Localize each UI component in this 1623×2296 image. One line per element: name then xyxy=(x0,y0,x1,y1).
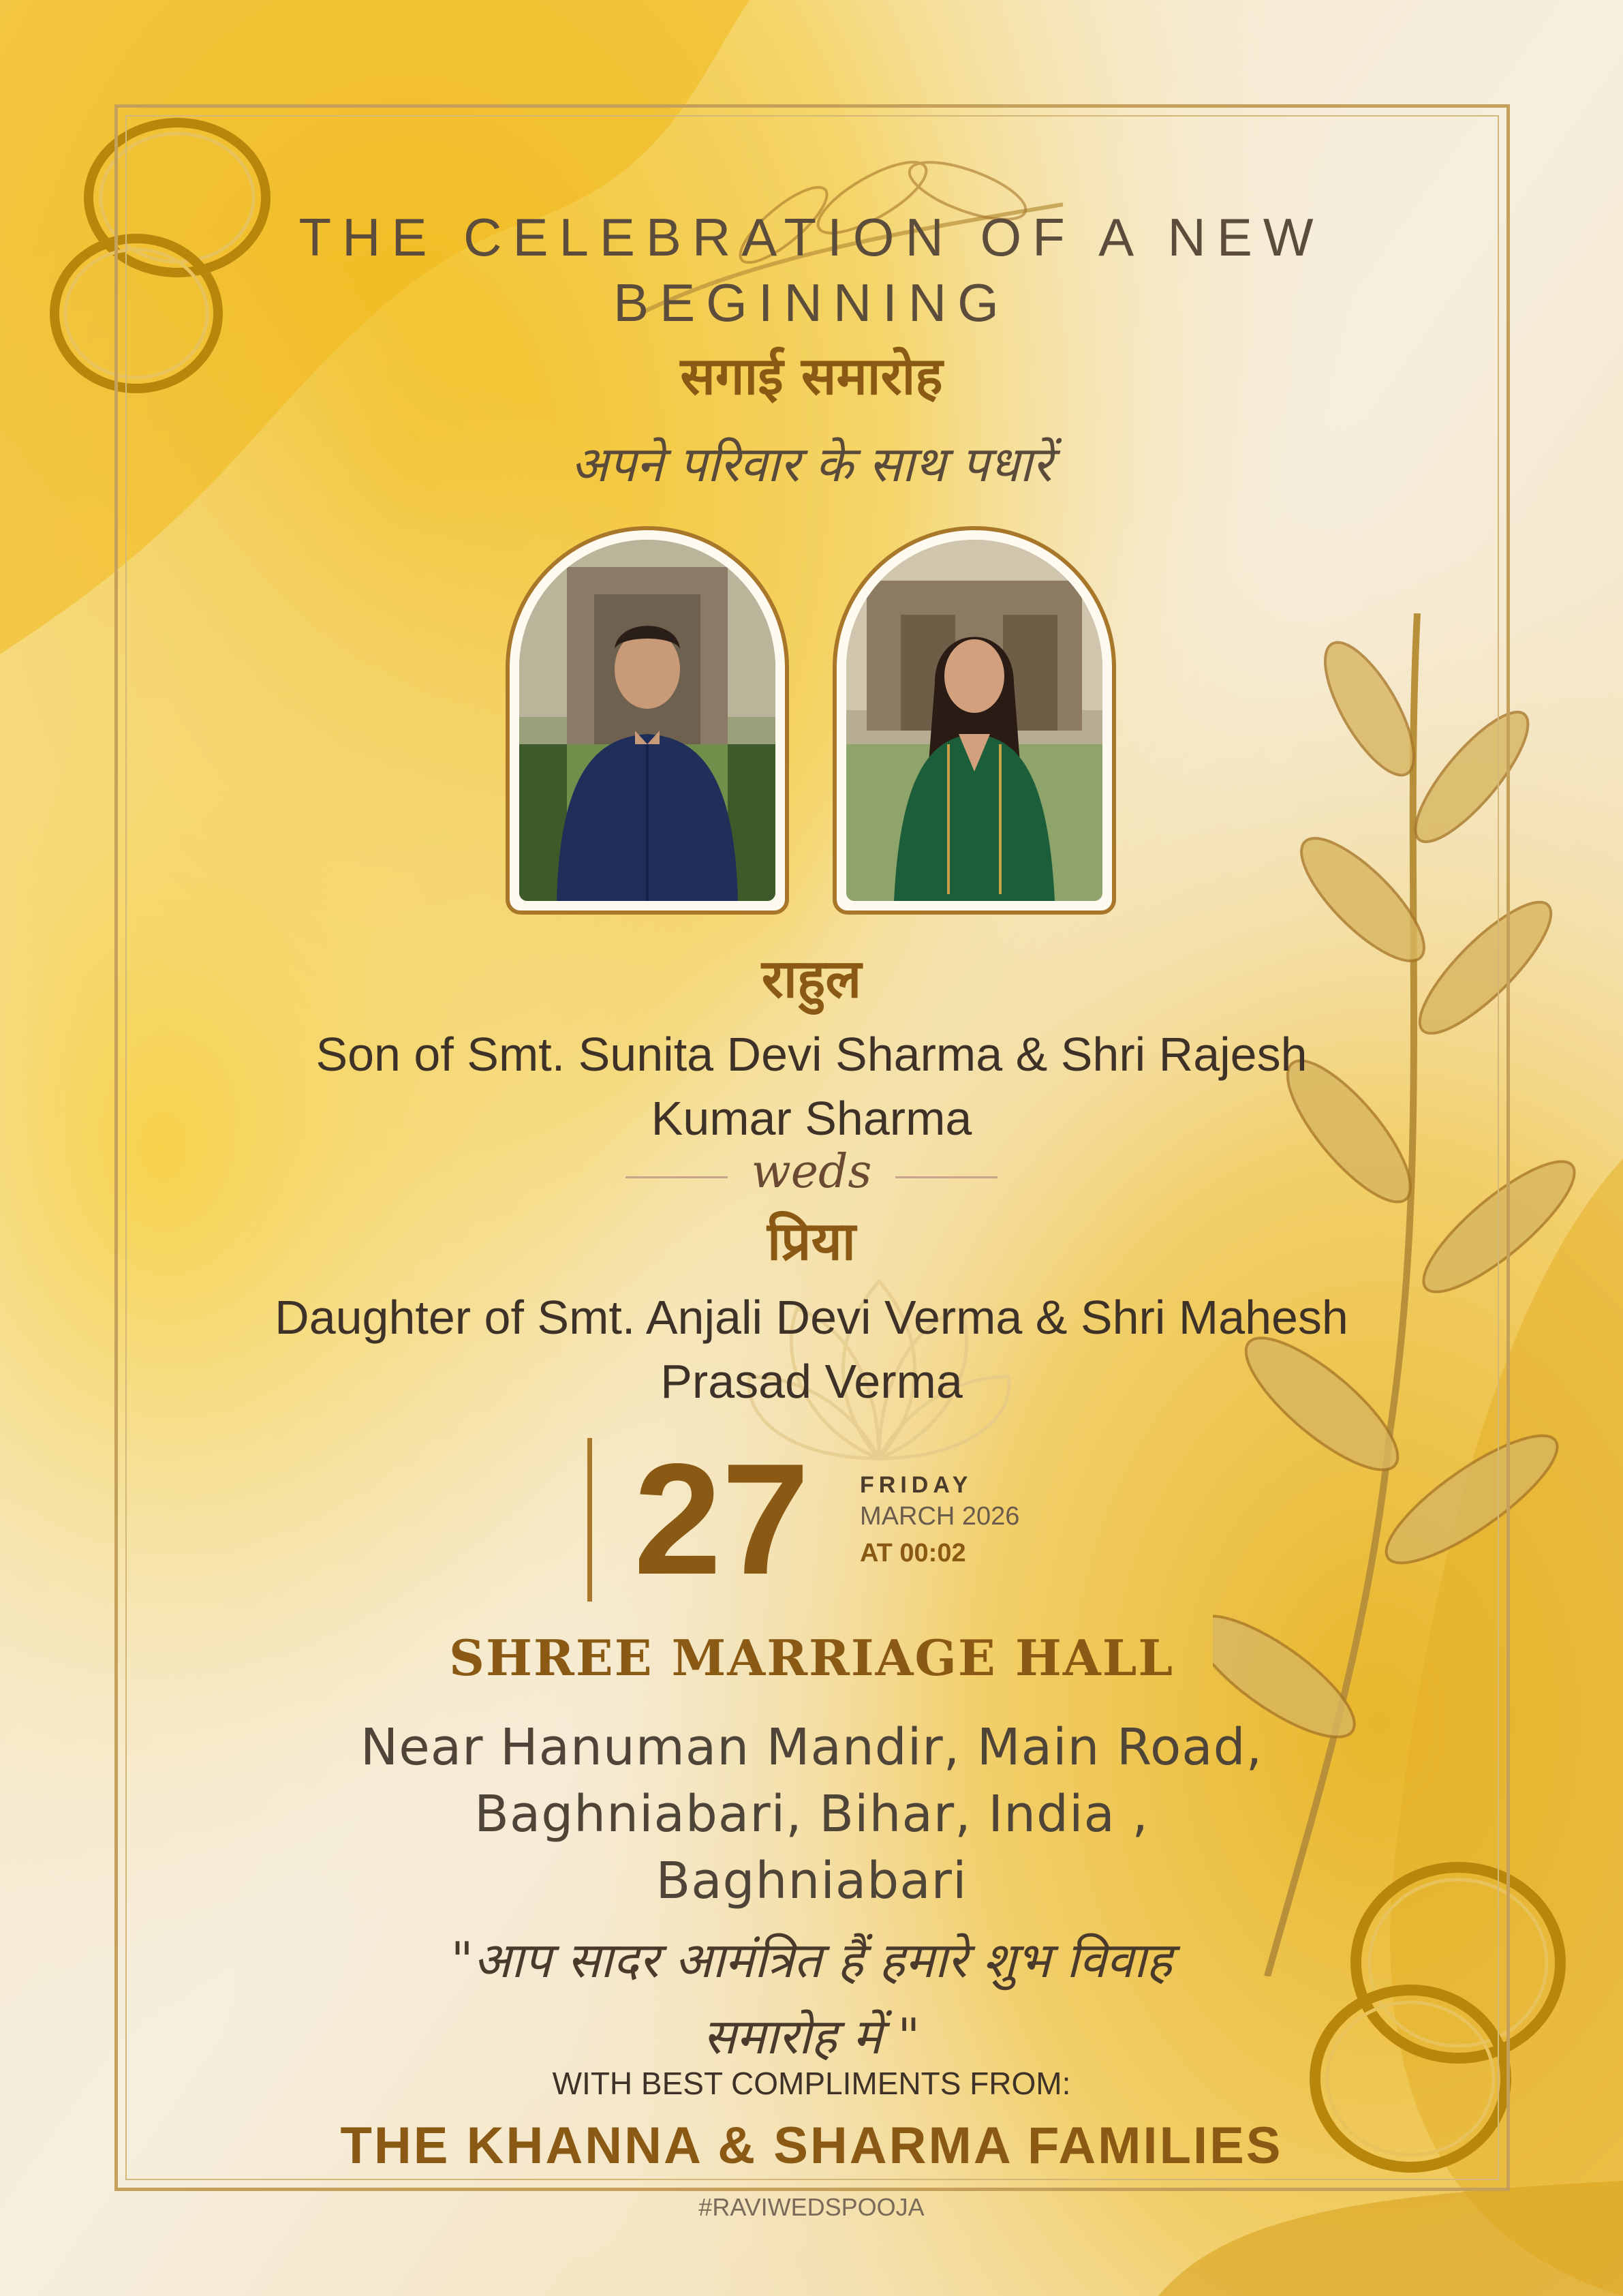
divider-line-right xyxy=(895,1176,998,1178)
groom-parents xyxy=(0,1022,1623,1150)
address-line1: Near Hanuman Mandir, Main Road, xyxy=(360,1718,1263,1777)
bride-parents-line2: Prasad Verma xyxy=(660,1355,963,1408)
families-name: THE KHANNA & SHARMA FAMILIES xyxy=(340,2117,1283,2175)
date-weekday: FRIDAY xyxy=(860,1472,973,1498)
bride-parents xyxy=(0,1285,1623,1413)
headline xyxy=(0,204,1623,335)
bride-photo xyxy=(833,526,1116,915)
date-divider-bar xyxy=(587,1438,592,1602)
date-day: 27 xyxy=(634,1431,810,1608)
weds-text: weds xyxy=(751,1145,872,1199)
groom-name: राहुल xyxy=(761,949,862,1010)
groom-parents-line1: Son of Smt. Sunita Devi Sharma & Shri Rajesh xyxy=(315,1028,1308,1081)
venue-name: SHREE MARRIAGE HALL xyxy=(448,1629,1175,1687)
groom-parents-line2: Kumar Sharma xyxy=(651,1092,972,1145)
address-line2: Baghniabari, Bihar, India , xyxy=(474,1785,1149,1843)
hashtag: #RAVIWEDSPOOJA xyxy=(698,2193,925,2221)
hindi-title: सगाई समारोह xyxy=(680,346,943,406)
venue-address xyxy=(0,1714,1623,1914)
bride-parents-line1: Daughter of Smt. Anjali Devi Verma & Shri Mahesh xyxy=(275,1291,1348,1344)
headline-line1: THE CELEBRATION OF A NEW xyxy=(298,207,1325,267)
weds-divider xyxy=(0,1145,1623,1199)
quote-line2: समारोह में " xyxy=(702,2008,921,2065)
hindi-subtitle: अपने परिवार के साथ पधारें xyxy=(570,435,1053,493)
invitation-quote xyxy=(0,1922,1623,2075)
date-month-year: MARCH 2026 xyxy=(860,1502,1020,1531)
address-line3: Baghniabari xyxy=(655,1852,968,1910)
bride-name: प्रिया xyxy=(767,1211,856,1272)
groom-photo xyxy=(506,526,789,915)
date-time: AT 00:02 xyxy=(860,1539,966,1567)
compliments-label: WITH BEST COMPLIMENTS FROM: xyxy=(552,2066,1071,2101)
headline-line2: BEGINNING xyxy=(613,273,1010,333)
quote-line1: "आप सादर आमंत्रित हैं हमारे शुभ विवाह xyxy=(450,1931,1173,1989)
